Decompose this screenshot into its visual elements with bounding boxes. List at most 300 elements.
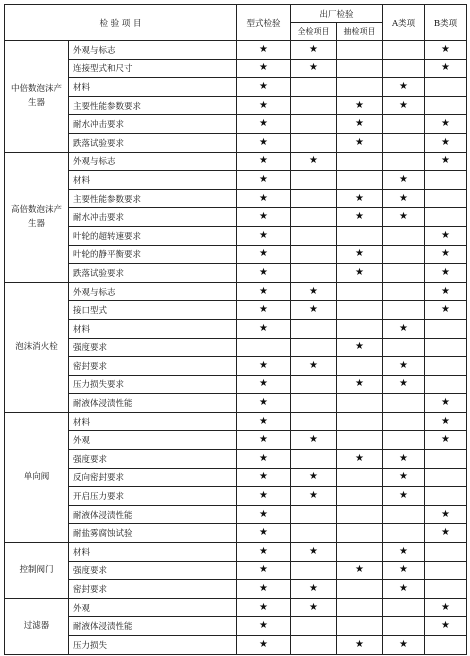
- table-row: [5, 375, 467, 394]
- mark-cell: [425, 431, 467, 450]
- star-icon: ★: [441, 434, 451, 446]
- mark-cell: [337, 468, 383, 487]
- mark-cell: [383, 580, 425, 599]
- mark-cell: [337, 226, 383, 245]
- item-name-cell: 开启压力要求: [69, 487, 237, 506]
- mark-cell: [425, 580, 467, 599]
- star-icon: ★: [259, 62, 268, 74]
- mark-cell: [383, 78, 425, 97]
- star-icon: ★: [259, 508, 268, 520]
- mark-cell: [425, 282, 467, 301]
- mark-cell: [337, 171, 383, 190]
- mark-cell: [337, 338, 383, 357]
- mark-cell: [237, 226, 291, 245]
- mark-cell: [383, 208, 425, 227]
- star-icon: ★: [441, 155, 451, 167]
- mark-cell: [337, 394, 383, 413]
- mark-cell: [337, 115, 383, 134]
- star-icon: ★: [399, 322, 409, 334]
- mark-cell: [291, 78, 337, 97]
- mark-cell: [425, 152, 467, 171]
- mark-cell: [291, 450, 337, 469]
- item-name-cell: 密封要求: [69, 357, 237, 376]
- table-row: [5, 245, 467, 264]
- mark-cell: [291, 208, 337, 227]
- mark-cell: [425, 133, 467, 152]
- mark-cell: [291, 264, 337, 283]
- table-row: [5, 505, 467, 524]
- mark-cell: [337, 431, 383, 450]
- mark-cell: [291, 189, 337, 208]
- star-icon: ★: [399, 99, 409, 111]
- star-icon: ★: [259, 266, 268, 278]
- mark-cell: [425, 561, 467, 580]
- item-name-cell: 耐液体浸渍性能: [69, 394, 237, 413]
- mark-cell: [291, 301, 337, 320]
- table-row: [5, 394, 467, 413]
- mark-cell: [291, 598, 337, 617]
- mark-cell: [291, 171, 337, 190]
- mark-cell: [237, 208, 291, 227]
- mark-cell: [237, 245, 291, 264]
- star-icon: ★: [355, 211, 364, 223]
- item-name-cell: 强度要求: [69, 561, 237, 580]
- table-row: [5, 282, 467, 301]
- mark-cell: [291, 580, 337, 599]
- mark-cell: [425, 450, 467, 469]
- mark-cell: [425, 487, 467, 506]
- item-name-cell: 材料: [69, 171, 237, 190]
- mark-cell: [383, 598, 425, 617]
- mark-cell: [237, 394, 291, 413]
- table-row: [5, 96, 467, 115]
- star-icon: ★: [309, 601, 318, 613]
- star-icon: ★: [259, 99, 268, 111]
- item-name-cell: 耐液体浸渍性能: [69, 617, 237, 636]
- mark-cell: [425, 524, 467, 543]
- item-name-cell: 外观与标志: [69, 152, 237, 171]
- header-class-a: A类项: [383, 5, 425, 41]
- mark-cell: [337, 524, 383, 543]
- mark-cell: [237, 487, 291, 506]
- star-icon: ★: [355, 378, 364, 390]
- mark-cell: [291, 617, 337, 636]
- mark-cell: [383, 431, 425, 450]
- mark-cell: [383, 319, 425, 338]
- table-row: [5, 59, 467, 78]
- mark-cell: [237, 301, 291, 320]
- star-icon: ★: [399, 378, 409, 390]
- mark-cell: [425, 319, 467, 338]
- star-icon: ★: [309, 359, 318, 371]
- table-row: [5, 543, 467, 562]
- star-icon: ★: [441, 229, 451, 241]
- star-icon: ★: [441, 118, 451, 130]
- item-name-cell: 耐盐雾腐蚀试验: [69, 524, 237, 543]
- star-icon: ★: [259, 155, 268, 167]
- mark-cell: [383, 171, 425, 190]
- star-icon: ★: [259, 192, 268, 204]
- item-name-cell: 连接型式和尺寸: [69, 59, 237, 78]
- mark-cell: [337, 450, 383, 469]
- mark-cell: [291, 338, 337, 357]
- star-icon: ★: [259, 80, 268, 92]
- item-name-cell: 接口型式: [69, 301, 237, 320]
- mark-cell: [291, 543, 337, 562]
- star-icon: ★: [259, 620, 268, 632]
- mark-cell: [383, 133, 425, 152]
- mark-cell: [237, 115, 291, 134]
- mark-cell: [337, 580, 383, 599]
- star-icon: ★: [259, 452, 268, 464]
- table-row: [5, 357, 467, 376]
- mark-cell: [237, 468, 291, 487]
- star-icon: ★: [259, 583, 268, 595]
- mark-cell: [291, 487, 337, 506]
- item-name-cell: 跌落试验要求: [69, 133, 237, 152]
- star-icon: ★: [309, 62, 318, 74]
- inspection-table-wrapper: [4, 4, 467, 655]
- star-icon: ★: [399, 638, 409, 650]
- star-icon: ★: [259, 136, 268, 148]
- item-name-cell: 外观与标志: [69, 282, 237, 301]
- star-icon: ★: [441, 62, 451, 74]
- mark-cell: [237, 338, 291, 357]
- inspection-table: [4, 4, 467, 655]
- star-icon: ★: [309, 471, 318, 483]
- star-icon: ★: [399, 192, 409, 204]
- header-class-b: B类项: [425, 5, 467, 41]
- star-icon: ★: [309, 285, 318, 297]
- table-row: [5, 301, 467, 320]
- mark-cell: [237, 524, 291, 543]
- star-icon: ★: [399, 545, 409, 557]
- mark-cell: [383, 412, 425, 431]
- star-icon: ★: [399, 173, 409, 185]
- mark-cell: [237, 375, 291, 394]
- star-icon: ★: [259, 248, 268, 260]
- mark-cell: [337, 208, 383, 227]
- star-icon: ★: [355, 452, 364, 464]
- star-icon: ★: [355, 136, 364, 148]
- group-name-cell: 控制阀门: [5, 543, 69, 599]
- star-icon: ★: [259, 359, 268, 371]
- table-row: [5, 412, 467, 431]
- star-icon: ★: [259, 229, 268, 241]
- mark-cell: [291, 152, 337, 171]
- mark-cell: [291, 96, 337, 115]
- table-row: [5, 171, 467, 190]
- item-name-cell: 叶轮的静平衡要求: [69, 245, 237, 264]
- table-row: [5, 431, 467, 450]
- mark-cell: [425, 301, 467, 320]
- mark-cell: [383, 115, 425, 134]
- item-name-cell: 跌落试验要求: [69, 264, 237, 283]
- mark-cell: [383, 282, 425, 301]
- item-name-cell: 压力损失要求: [69, 375, 237, 394]
- mark-cell: [383, 543, 425, 562]
- header-sample-test: 抽检项目: [337, 23, 383, 41]
- mark-cell: [425, 394, 467, 413]
- group-name-cell: 高倍数泡沫产生器: [5, 152, 69, 282]
- mark-cell: [237, 171, 291, 190]
- mark-cell: [237, 319, 291, 338]
- mark-cell: [291, 59, 337, 78]
- mark-cell: [237, 580, 291, 599]
- mark-cell: [425, 264, 467, 283]
- mark-cell: [425, 171, 467, 190]
- mark-cell: [291, 505, 337, 524]
- mark-cell: [383, 561, 425, 580]
- mark-cell: [383, 152, 425, 171]
- mark-cell: [383, 264, 425, 283]
- mark-cell: [237, 505, 291, 524]
- mark-cell: [337, 598, 383, 617]
- mark-cell: [291, 636, 337, 655]
- mark-cell: [425, 617, 467, 636]
- mark-cell: [425, 41, 467, 60]
- star-icon: ★: [355, 248, 364, 260]
- item-name-cell: 强度要求: [69, 450, 237, 469]
- mark-cell: [337, 59, 383, 78]
- mark-cell: [291, 524, 337, 543]
- mark-cell: [337, 543, 383, 562]
- mark-cell: [425, 226, 467, 245]
- star-icon: ★: [399, 564, 409, 576]
- table-row: [5, 338, 467, 357]
- mark-cell: [383, 189, 425, 208]
- mark-cell: [383, 375, 425, 394]
- mark-cell: [337, 561, 383, 580]
- item-name-cell: 主要性能参数要求: [69, 189, 237, 208]
- mark-cell: [425, 189, 467, 208]
- mark-cell: [337, 636, 383, 655]
- star-icon: ★: [399, 359, 409, 371]
- item-name-cell: 强度要求: [69, 338, 237, 357]
- star-icon: ★: [309, 434, 318, 446]
- star-icon: ★: [441, 43, 451, 55]
- mark-cell: [425, 96, 467, 115]
- mark-cell: [337, 264, 383, 283]
- star-icon: ★: [441, 397, 451, 409]
- mark-cell: [383, 59, 425, 78]
- item-name-cell: 材料: [69, 319, 237, 338]
- item-name-cell: 耐液体浸渍性能: [69, 505, 237, 524]
- star-icon: ★: [309, 43, 318, 55]
- item-name-cell: 叶轮的超转速要求: [69, 226, 237, 245]
- table-row: [5, 78, 467, 97]
- header-type-test: 型式检验: [237, 5, 291, 41]
- star-icon: ★: [441, 304, 451, 316]
- mark-cell: [237, 431, 291, 450]
- star-icon: ★: [259, 397, 268, 409]
- mark-cell: [237, 561, 291, 580]
- mark-cell: [291, 357, 337, 376]
- mark-cell: [237, 636, 291, 655]
- star-icon: ★: [309, 545, 318, 557]
- item-name-cell: 耐水冲击要求: [69, 208, 237, 227]
- mark-cell: [425, 338, 467, 357]
- star-icon: ★: [259, 285, 268, 297]
- star-icon: ★: [441, 248, 451, 260]
- item-name-cell: 密封要求: [69, 580, 237, 599]
- item-name-cell: 材料: [69, 543, 237, 562]
- mark-cell: [237, 59, 291, 78]
- star-icon: ★: [399, 490, 409, 502]
- mark-cell: [425, 115, 467, 134]
- mark-cell: [337, 133, 383, 152]
- item-name-cell: 反向密封要求: [69, 468, 237, 487]
- mark-cell: [383, 394, 425, 413]
- mark-cell: [383, 338, 425, 357]
- table-row: [5, 152, 467, 171]
- item-name-cell: 外观: [69, 598, 237, 617]
- star-icon: ★: [259, 211, 268, 223]
- mark-cell: [291, 41, 337, 60]
- star-icon: ★: [259, 173, 268, 185]
- group-name-cell: 过滤器: [5, 598, 69, 654]
- mark-cell: [425, 245, 467, 264]
- star-icon: ★: [355, 266, 364, 278]
- star-icon: ★: [259, 490, 268, 502]
- mark-cell: [237, 598, 291, 617]
- mark-cell: [237, 189, 291, 208]
- star-icon: ★: [441, 285, 451, 297]
- star-icon: ★: [259, 118, 268, 130]
- mark-cell: [337, 617, 383, 636]
- star-icon: ★: [259, 415, 268, 427]
- star-icon: ★: [309, 304, 318, 316]
- item-name-cell: 主要性能参数要求: [69, 96, 237, 115]
- mark-cell: [337, 375, 383, 394]
- mark-cell: [337, 245, 383, 264]
- mark-cell: [337, 487, 383, 506]
- mark-cell: [337, 282, 383, 301]
- mark-cell: [291, 431, 337, 450]
- mark-cell: [337, 189, 383, 208]
- star-icon: ★: [259, 601, 268, 613]
- header-row-1: [5, 5, 467, 23]
- table-row: [5, 524, 467, 543]
- mark-cell: [237, 96, 291, 115]
- mark-cell: [291, 115, 337, 134]
- mark-cell: [337, 152, 383, 171]
- table-row: [5, 450, 467, 469]
- mark-cell: [291, 412, 337, 431]
- mark-cell: [237, 282, 291, 301]
- mark-cell: [237, 450, 291, 469]
- table-row: [5, 487, 467, 506]
- mark-cell: [383, 301, 425, 320]
- mark-cell: [383, 226, 425, 245]
- mark-cell: [383, 636, 425, 655]
- star-icon: ★: [259, 471, 268, 483]
- mark-cell: [383, 617, 425, 636]
- mark-cell: [383, 96, 425, 115]
- table-row: [5, 133, 467, 152]
- mark-cell: [237, 412, 291, 431]
- mark-cell: [337, 78, 383, 97]
- star-icon: ★: [441, 527, 451, 539]
- item-name-cell: 外观与标志: [69, 41, 237, 60]
- star-icon: ★: [309, 583, 318, 595]
- table-row: [5, 561, 467, 580]
- item-name-cell: 外观: [69, 431, 237, 450]
- mark-cell: [383, 468, 425, 487]
- mark-cell: [337, 412, 383, 431]
- item-name-cell: 材料: [69, 412, 237, 431]
- mark-cell: [425, 59, 467, 78]
- star-icon: ★: [441, 415, 451, 427]
- table-row: [5, 468, 467, 487]
- star-icon: ★: [259, 564, 268, 576]
- table-row: [5, 189, 467, 208]
- mark-cell: [237, 152, 291, 171]
- mark-cell: [237, 543, 291, 562]
- mark-cell: [383, 450, 425, 469]
- mark-cell: [291, 561, 337, 580]
- mark-cell: [291, 468, 337, 487]
- header-item-col: 检 验 项 目: [5, 5, 237, 41]
- mark-cell: [425, 543, 467, 562]
- mark-cell: [425, 412, 467, 431]
- mark-cell: [337, 96, 383, 115]
- star-icon: ★: [259, 527, 268, 539]
- star-icon: ★: [355, 638, 364, 650]
- table-row: [5, 115, 467, 134]
- star-icon: ★: [259, 434, 268, 446]
- mark-cell: [383, 245, 425, 264]
- mark-cell: [383, 41, 425, 60]
- star-icon: ★: [259, 545, 268, 557]
- item-name-cell: 耐水冲击要求: [69, 115, 237, 134]
- star-icon: ★: [259, 322, 268, 334]
- star-icon: ★: [399, 583, 409, 595]
- star-icon: ★: [355, 564, 364, 576]
- mark-cell: [337, 41, 383, 60]
- mark-cell: [337, 301, 383, 320]
- table-row: [5, 41, 467, 60]
- star-icon: ★: [399, 80, 409, 92]
- table-row: [5, 226, 467, 245]
- group-name-cell: 单向阀: [5, 412, 69, 542]
- table-row: [5, 617, 467, 636]
- star-icon: ★: [355, 118, 364, 130]
- star-icon: ★: [355, 341, 364, 353]
- mark-cell: [291, 282, 337, 301]
- group-name-cell: 泡沫消火栓: [5, 282, 69, 412]
- star-icon: ★: [309, 155, 318, 167]
- header-factory-test: 出厂检验: [291, 5, 383, 23]
- star-icon: ★: [259, 43, 268, 55]
- mark-cell: [291, 394, 337, 413]
- mark-cell: [383, 505, 425, 524]
- mark-cell: [425, 636, 467, 655]
- star-icon: ★: [309, 490, 318, 502]
- mark-cell: [383, 487, 425, 506]
- table-row: [5, 319, 467, 338]
- mark-cell: [237, 78, 291, 97]
- star-icon: ★: [399, 211, 409, 223]
- mark-cell: [237, 617, 291, 636]
- table-row: [5, 580, 467, 599]
- item-name-cell: 材料: [69, 78, 237, 97]
- mark-cell: [425, 208, 467, 227]
- star-icon: ★: [441, 620, 451, 632]
- star-icon: ★: [259, 378, 268, 390]
- mark-cell: [425, 78, 467, 97]
- table-row: [5, 636, 467, 655]
